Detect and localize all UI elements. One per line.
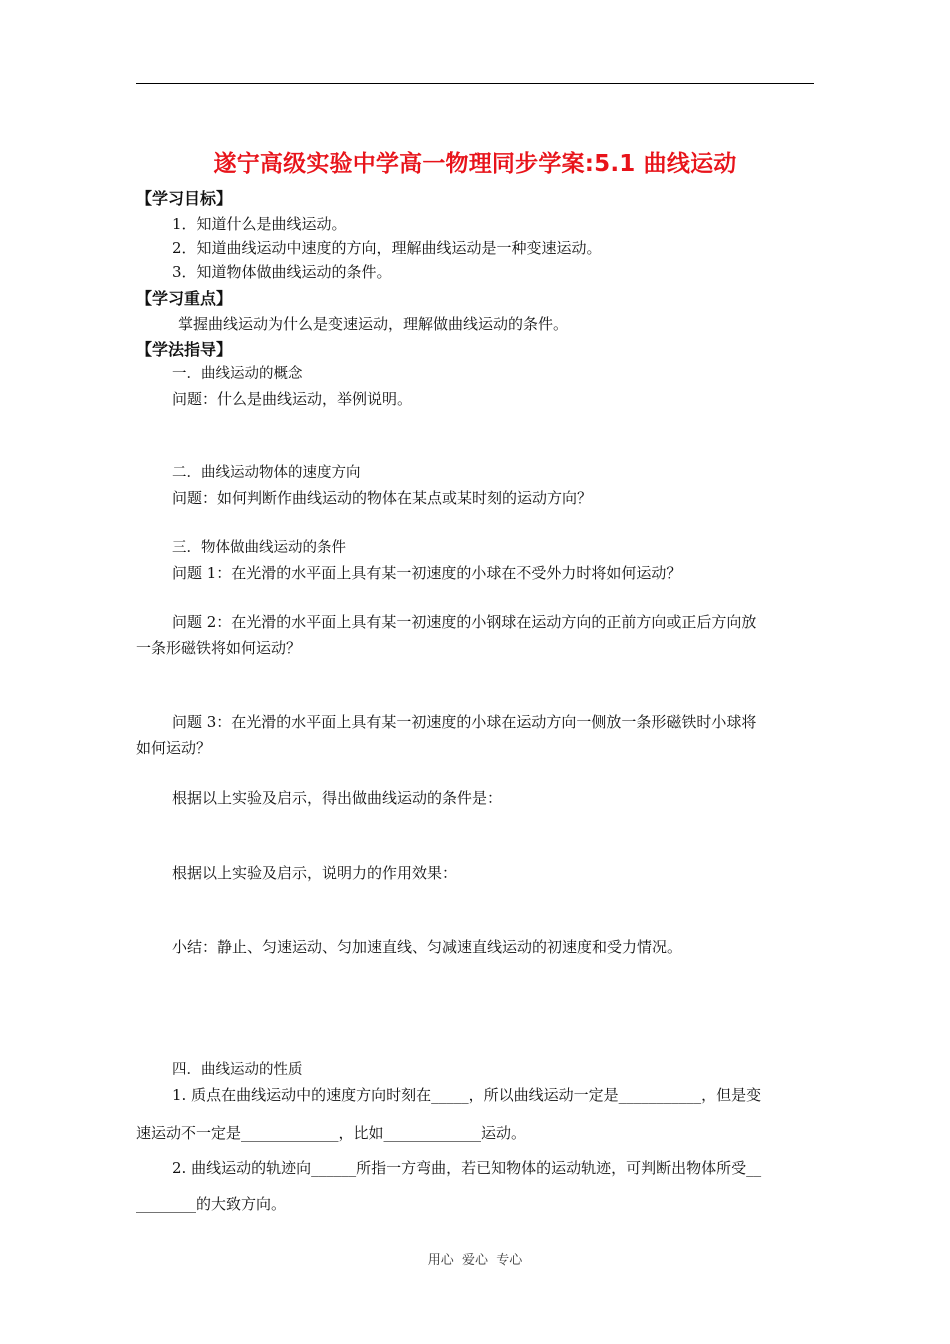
section-3-question-3-line-2: 如何运动？ (136, 739, 212, 757)
section-3-question-3-line-1: 问题 3：在光滑的水平面上具有某一初速度的小球在运动方向一侧放一条形磁铁时小球将 (172, 713, 757, 731)
section-4-point-2-line-1: 2. 曲线运动的轨迹向______所指一方弯曲，若已知物体的运动轨迹，可判断出物体所受__ (172, 1159, 762, 1177)
section-4-title: 四．曲线运动的性质 (172, 1062, 303, 1078)
section-3-question-2-line-1: 问题 2：在光滑的水平面上具有某一初速度的小钢球在运动方向的正前方向或正后方向放 (172, 613, 757, 631)
goal-item-1: 1．知道什么是曲线运动。 (172, 215, 347, 233)
section-3-effect: 根据以上实验及启示，说明力的作用效果： (172, 864, 458, 882)
section-1-question: 问题：什么是曲线运动，举例说明。 (172, 390, 413, 408)
page-title: 遂宁高级实验中学高一物理同步学案:5.1 曲线运动 (213, 151, 737, 177)
section-3-question-2-line-2: 一条形磁铁将如何运动？ (136, 639, 302, 657)
section-4-point-1-line-2: 速运动不一定是_____________，比如_____________运动。 (136, 1124, 527, 1142)
focus-text: 掌握曲线运动为什么是变速运动，理解做曲线运动的条件。 (178, 315, 569, 333)
section-3-summary: 小结：静止、匀速运动、匀加速直线、匀减速直线运动的初速度和受力情况。 (172, 938, 683, 956)
goals-heading: 【学习目标】 (136, 189, 233, 208)
section-4-point-2-line-2: ________的大致方向。 (136, 1195, 287, 1213)
focus-heading: 【学习重点】 (136, 289, 233, 308)
header-rule (136, 83, 814, 84)
section-4-point-1-line-1: 1. 质点在曲线运动中的速度方向时刻在_____，所以曲线运动一定是___________，但是变 (172, 1086, 762, 1104)
section-2-title: 二．曲线运动物体的速度方向 (172, 465, 361, 481)
section-1-title: 一．曲线运动的概念 (172, 366, 303, 382)
section-3-title: 三．物体做曲线运动的条件 (172, 540, 346, 556)
section-3-question-1: 问题 1：在光滑的水平面上具有某一初速度的小球在不受外力时将如何运动？ (172, 564, 682, 582)
goal-item-3: 3．知道物体做曲线运动的条件。 (172, 263, 392, 281)
section-2-question: 问题：如何判断作曲线运动的物体在某点或某时刻的运动方向？ (172, 489, 593, 507)
section-3-condition: 根据以上实验及启示，得出做曲线运动的条件是： (172, 789, 503, 807)
method-heading: 【学法指导】 (136, 340, 233, 359)
page-footer: 用心 爱心 专心 (427, 1253, 523, 1268)
goal-item-2: 2．知道曲线运动中速度的方向，理解曲线运动是一种变速运动。 (172, 239, 602, 257)
